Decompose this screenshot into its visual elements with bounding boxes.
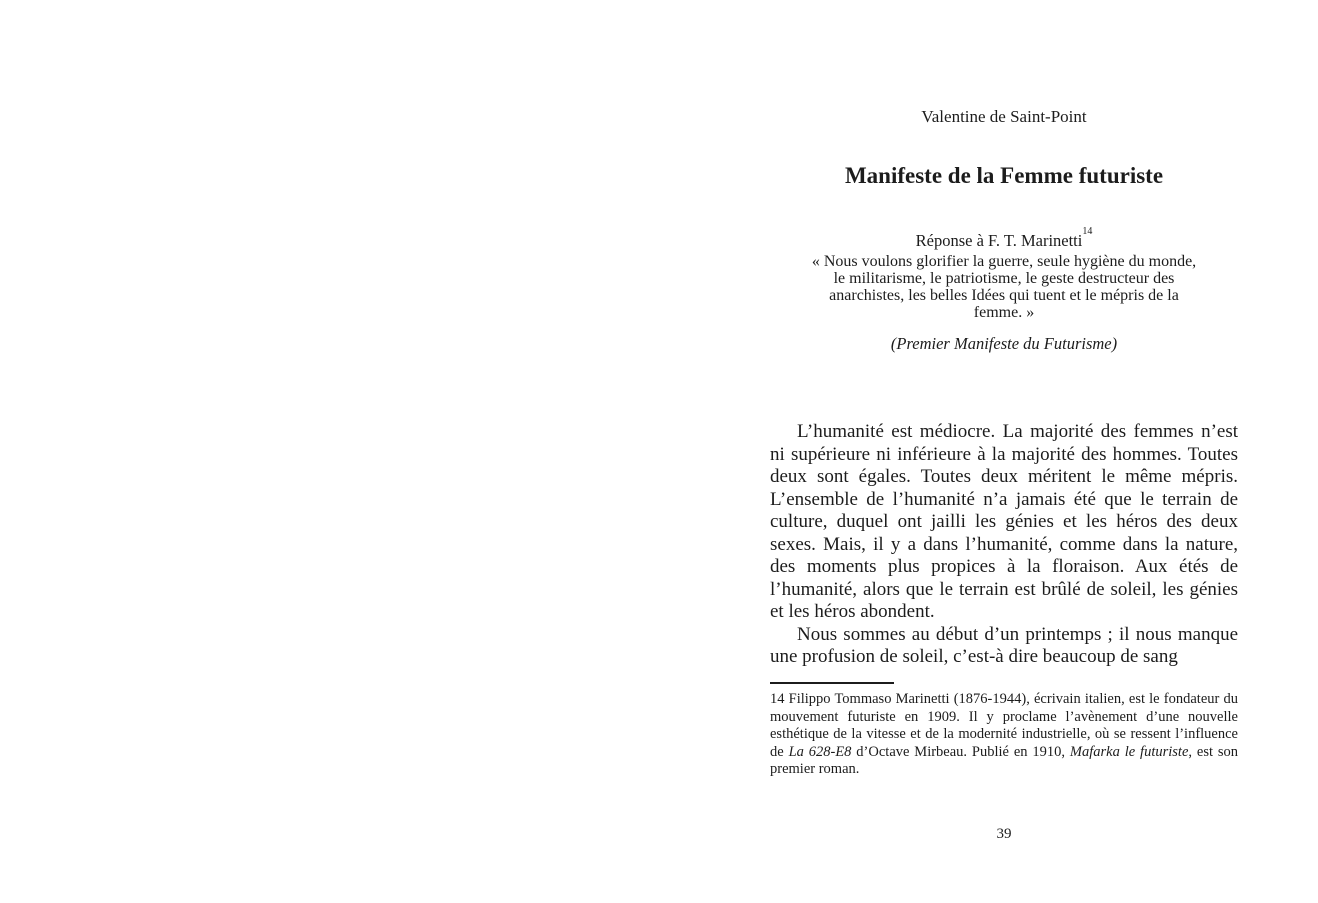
footnote-segment: 14 Filippo Tommaso Marinetti (1876-1944), écrivain italien, est le fondateur du mouvement futuriste en 1909. Il y proclame l’avènement d’une nouvelle esthétique de la vitesse et de la modernité industrielle, où se ressent l’influence de: [770, 691, 1238, 760]
epigraph-source: (Premier Manifeste du Futurisme): [890, 334, 1118, 353]
footnote-text: [770, 691, 1238, 779]
footnote-book-title: La 628-E8: [788, 743, 852, 760]
recto-page-text-column: [770, 0, 1238, 903]
author-line: Valentine de Saint-Point: [921, 107, 1087, 126]
page-title: Manifeste de la Femme futuriste: [844, 163, 1164, 188]
epigraph-dedication: [770, 225, 1238, 251]
footnote-separator-rule: [770, 682, 894, 684]
page-number: 39: [996, 826, 1012, 842]
footnote-reference: 14: [1082, 225, 1093, 237]
quote-line: anarchistes, les belles Idées qui tuent et le mépris de la: [829, 287, 1179, 304]
quote-line: femme. »: [973, 304, 1035, 321]
quote-line: « Nous voulons glorifier la guerre, seule hygiène du monde,: [811, 253, 1197, 270]
footnote-segment: d’Octave Mirbeau. Publié en 1910,: [851, 743, 1070, 760]
footnote-segment: , est son premier roman.: [770, 743, 1239, 777]
epigraph-quote: [770, 253, 1238, 321]
body-paragraph: L’humanité est médiocre. La majorité des femmes n’est ni supérieure ni inférieure à la majorité des hommes. Toutes deux sont égales. Toutes deux méritent le même mépris. L’ensemble de l’humanité n’a jamais été que le terrain de culture, duquel ont jailli les génies et les héros des deux sexes. Mais, il y a dans l’humanité, comme dans la nature, des moments plus propices à la floraison. Aux étés de l’humanité, alors que le terrain est brûlé de soleil, les génies et les héros abondent.: [770, 421, 1238, 622]
body-text: [770, 421, 1238, 669]
quote-line: le militarisme, le patriotisme, le geste destructeur des: [833, 270, 1175, 287]
footnote-book-title: Mafarka le futuriste: [1069, 743, 1189, 760]
body-paragraph: Nous sommes au début d’un printemps ; il nous manque une profusion de soleil, c’est-à dire beaucoup de sang: [770, 623, 1238, 667]
dedication-text: Réponse à F. T. Marinetti: [915, 231, 1083, 250]
